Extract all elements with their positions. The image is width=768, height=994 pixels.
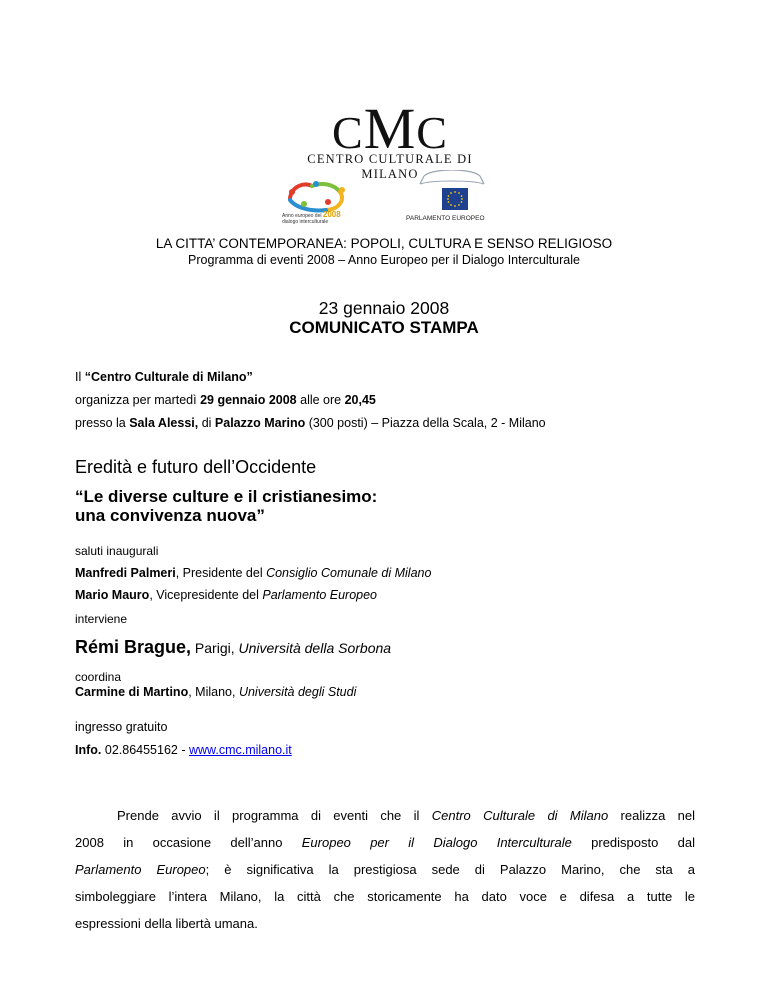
body-line-5: espressioni della libertà umana. (75, 916, 258, 931)
cmc-logo (300, 96, 480, 181)
greeting-palmeri: Manfredi Palmeri, Presidente del Consiglio Comunale di Milano (75, 566, 432, 580)
parlamento-europeo-logo (402, 170, 502, 226)
body-paragraph (75, 802, 695, 937)
parlamento-europeo-caption: PARLAMENTO EUROPEO (406, 215, 485, 222)
speaks-label: interviene (75, 612, 128, 626)
website-link[interactable]: www.cmc.milano.it (188, 743, 292, 757)
program-subtitle: Programma di eventi 2008 – Anno Europeo per il Dialogo Interculturale (188, 253, 580, 267)
main-speaker: Rémi Brague, Parigi, Università della Sorbona (75, 637, 392, 657)
anno-europeo-caption-2: dialogo interculturale (282, 219, 329, 225)
body-line-2: 2008 in occasione dell’anno Europeo per il Dialogo Interculturale predisposto dal (75, 835, 695, 850)
entry-info: ingresso gratuito (75, 720, 168, 734)
release-date: 23 gennaio 2008 (318, 298, 450, 318)
contact-info: Info. 02.86455162 - www.cmc.milano.it (75, 743, 292, 757)
body-line-4: simboleggiare l’intera Milano, la città che storicamente ha dato voce e difesa a tutte le (75, 889, 695, 904)
press-release-title: COMUNICATO STAMPA (289, 318, 479, 337)
anno-europeo-year: 2008 (322, 210, 341, 219)
greetings-label: saluti inaugurali (75, 544, 159, 558)
body-line-1: Prende avvio il programma di eventi che il Centro Culturale di Milano realizza nel (117, 808, 696, 823)
people-circle-icon (282, 178, 354, 214)
coord-label: coordina (75, 670, 122, 684)
anno-europeo-logo (282, 178, 354, 226)
parliament-building-icon (402, 170, 502, 214)
program-title: LA CITTA’ CONTEMPORANEA: POPOLI, CULTURA E SENSO RELIGIOSO (155, 236, 613, 251)
body-line-3: Parlamento Europeo; è significativa la prestigiosa sede di Palazzo Marino, che sta a (75, 862, 695, 877)
event-series-title: Eredità e futuro dell’Occidente (75, 457, 317, 477)
event-title: “Le diverse culture e il cristianesimo: una convivenza nuova” (75, 487, 378, 525)
greeting-mauro: Mario Mauro, Vicepresidente del Parlamento Europeo (75, 588, 378, 602)
coordinator: Carmine di Martino, Milano, Università degli Studi (75, 685, 357, 699)
anno-europeo-caption-1: Anno europeo del (282, 213, 322, 219)
intro-line-date: organizza per martedì 29 gennaio 2008 alle ore 20,45 (75, 393, 376, 407)
intro-line-venue: presso la Sala Alessi, di Palazzo Marino (300 posti) – Piazza della Scala, 2 - Milano (75, 416, 546, 430)
cmc-logo-subtitle: CENTRO CULTURALE DI MILANO (307, 152, 473, 181)
cmc-logo-mark: CMC (332, 96, 448, 161)
intro-line-organizer: Il “Centro Culturale di Milano” (75, 370, 253, 384)
